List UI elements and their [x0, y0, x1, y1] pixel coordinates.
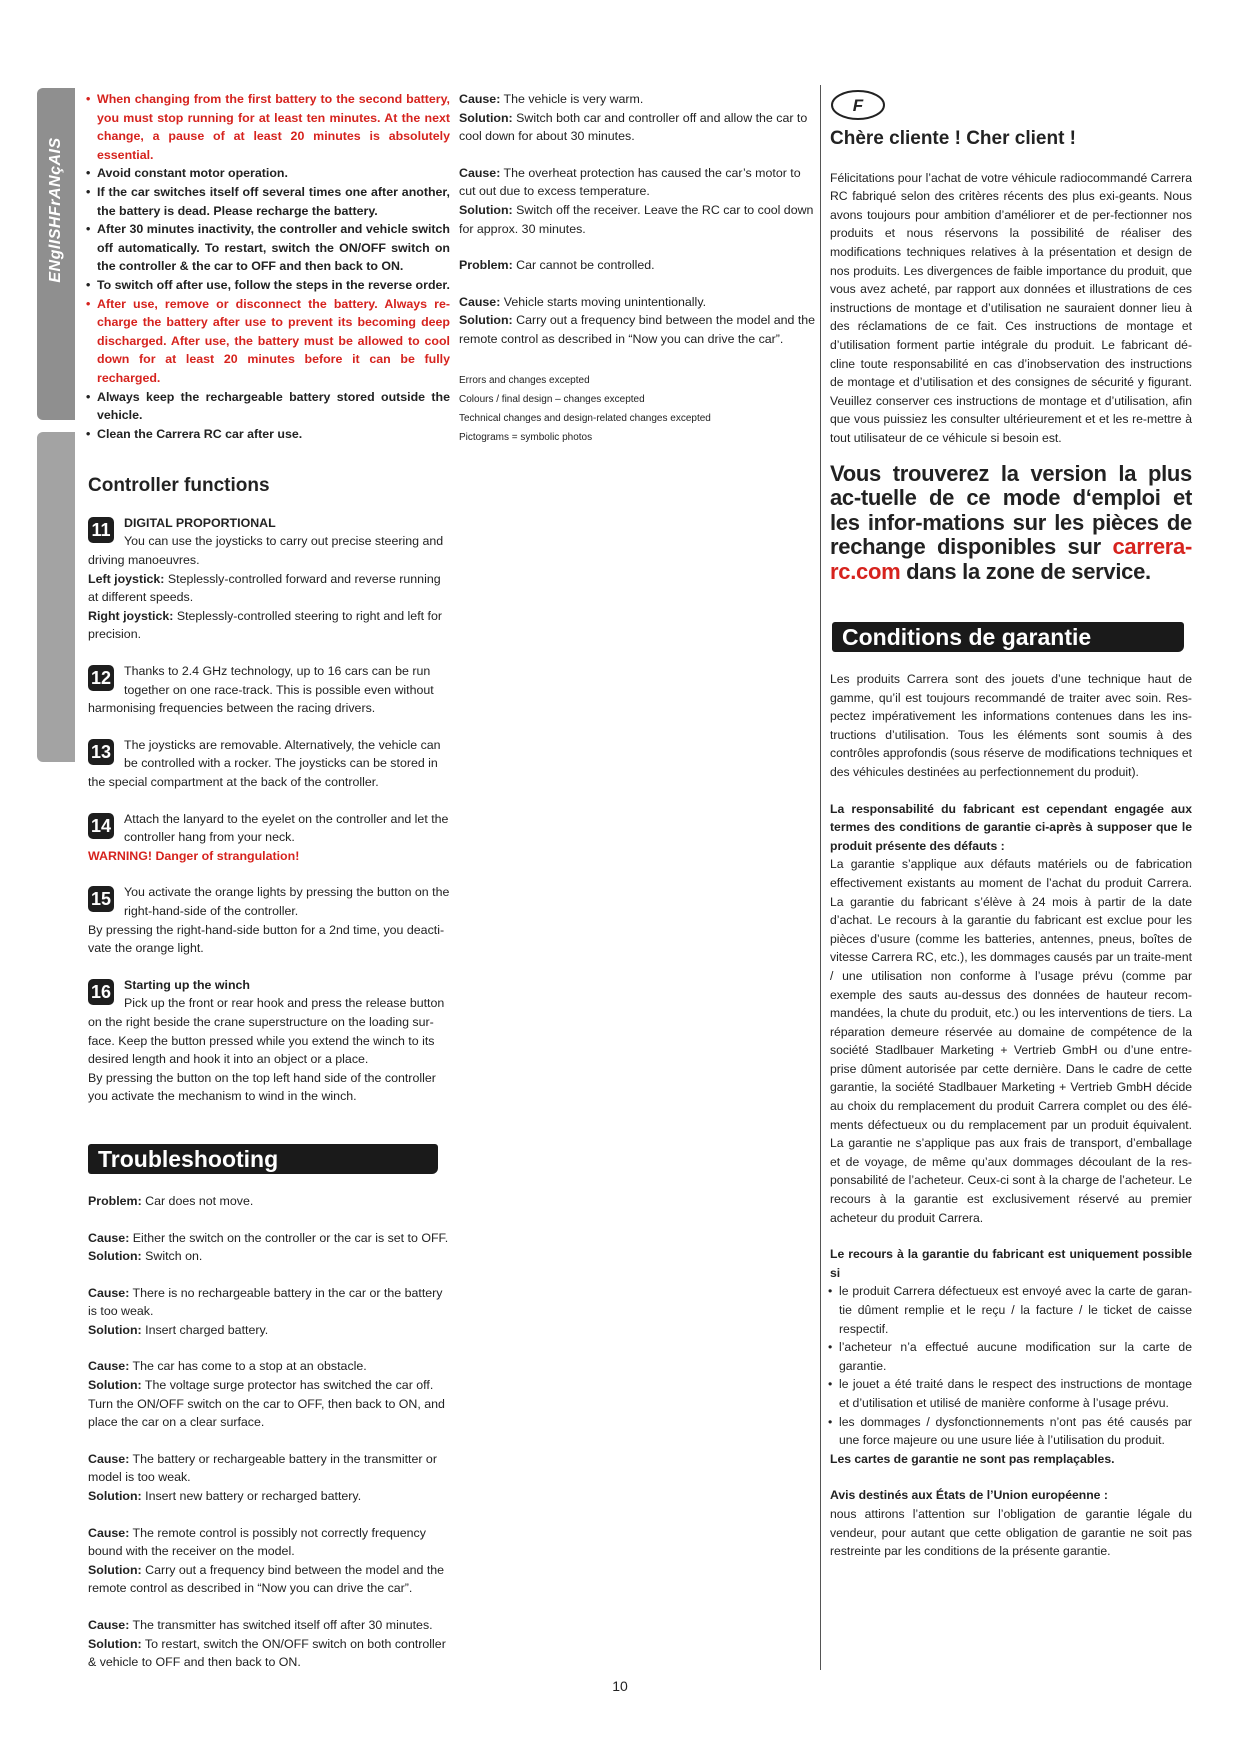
number-badge-11: 11	[88, 517, 114, 543]
item-16-text2: By pressing the button on the top left hand side of the controller you activate the mechanism to wind in the winch.	[88, 1070, 436, 1104]
left-joystick-text: Steplessly-controlled forward and reverse running at different speeds.	[88, 571, 441, 605]
greeting-title: Chère cliente ! Cher client !	[830, 128, 1077, 149]
warranty-title: Conditions de garantie	[832, 622, 1184, 652]
website-link[interactable]: carrera-rc.com	[830, 534, 1192, 584]
note-technical: Technical changes and design-related changes excepted	[459, 412, 711, 424]
item-14	[88, 810, 450, 866]
tip-auto-off: • After 30 minutes inactivity, the controller and vehicle switch off automatically. To restart, switch the ON/OFF switch on the controller & the car to OFF and then back to ON.	[88, 220, 450, 276]
page-number: 10	[612, 1678, 628, 1694]
sidebar-language-label: ENglISHFrANçAIS	[47, 137, 64, 283]
eu-notice-text: nous attirons l’attention sur l’obligation de garantie légale du vendeur, pour autant que cette obligation de garantie ne soit pas restreinte par les conditions de la présente garantie.	[830, 1506, 1192, 1559]
item-11-heading: DIGITAL PROPORTIONAL	[124, 515, 276, 530]
trouble-entry: Problem: Car cannot be controlled.	[459, 258, 655, 273]
intro-paragraph: Félicitations pour l’achat de votre véhicule radiocommandé Carrera RC fabriqué selon des critères récents des plus exi-geants. Nous avons toujours pour ambition d’améliorer et de per-fectionner nos produits et nous réservons la possibilité de réaliser des modifications techniques relatives à la présentation et design de nos produits. Les divergences de faible importance du produit, que vous avez acheté, par rapport aux données et illustrations de ces instructions de montage et d’utilisation ne sauraient donner lieu à des réclamations de ce fait. Ces instructions de montage et d’utilisation forment partie intégrale du produit. Le fabricant dé-cline toute responsabilité en cas d’inobservation des instructions de montage et d’utilisation et des consignes de sécurité y figurant. Veuillez conserver ces instructions de montage et d’utilisation, afin que vous puissiez les consulter ultérieurement et et les re-mettre à tout utilisateur de ce véhicule si besoin est.	[830, 170, 1192, 445]
sidebar-tab-french	[37, 432, 75, 762]
legal-notes	[459, 371, 819, 447]
trouble-entry: Cause: Vehicle starts moving unintentionally. Solution: Carry out a frequency bind between the model and the remote control as described in “Now you can drive the car”.	[459, 294, 816, 346]
note-errors: Errors and changes excepted	[459, 374, 590, 386]
trouble-entry: Cause: The vehicle is very warm. Solution: Switch both car and controller off and allow the car to cool down for about 30 minutes.	[459, 92, 808, 144]
warranty-conditions-heading: Le recours à la garantie du fabricant est uniquement possible si	[830, 1247, 1192, 1280]
language-badge-icon	[830, 88, 886, 122]
warranty-intro: Les produits Carrera sont des jouets d’une technique haut de gamme, qu’il est toujours recommandé de traiter avec soin. Res-pectez impérativement les informations contenues dans les ins-tructions d’utilisation. Tous les éléments sont soumis à des contrôles approfondis (sous réserve de modifications techniques et des véhicules destinées au perfectionnement du produit).	[830, 672, 1192, 779]
tip-clean: • Clean the Carrera RC car after use.	[88, 425, 450, 444]
svg-text:F: F	[852, 96, 864, 115]
item-16-text: Pick up the front or rear hook and press the release button on the right beside the crane superstructure on the loading sur-face. Keep the button pressed while you extend the winch to its desired length and hook it into an object or a place.	[88, 996, 445, 1067]
column-english-right	[459, 90, 819, 447]
trouble-entry: Cause: The transmitter has switched itself off after 30 minutes. Solution: To restart, switch the ON/OFF switch on both controller & vehicle to OFF and then back to ON.	[88, 1618, 446, 1670]
list-item: • le produit Carrera défectueux est envoyé avec la carte de garan-tie dûment remplie et le reçu / la facture / le ticket de caisse respectif.	[830, 1282, 1192, 1338]
list-item: • le jouet a été traité dans le respect des instructions de montage et d’utilisation et utilisé de manière conforme à l’usage prévu.	[830, 1375, 1192, 1412]
item-13-text: The joysticks are removable. Alternatively, the vehicle can be controlled with a rocker. The joysticks can be stored in the special compartment at the back of the controller.	[88, 737, 441, 789]
list-item: • l’acheteur n’a effectué aucune modification sur la carte de garantie.	[830, 1338, 1192, 1375]
warranty-details: La garantie s’applique aux défauts matériels ou de fabrication effectivement existants au moment de l’achat du produit Carrera. La garantie du fabricant s’élève à 24 mois à partir de la date d’achat. Le recours à la garantie du fabricant est exclue pour les pièces d’usure (comme les batteries, antennes, pneus, boîtes de vitesse Carrera RC, etc.), les dommages causés par un traite-ment / une utilisation non conforme à l’usage prévu (comme par exemple des sauts au-dessus des données de hauteur recom-mandées, la chute du produit, etc.) ou les interventions de tiers. La réparation demeure réservée au domaine de compétence de la société Stadlbauer Marketing + Vertrieb GmbH ou d’une entre-prise dûment autorisée par cette dernière. Dans le cadre de cette garantie, la société Stadlbauer Marketing + Vertrieb GmbH décide au choix du remplacement du produit Carrera complet ou des élé-ments défectueux ou du remplacement par un produit équivalent. La garantie ne s’applique pas aux frais de transport, d’emballage et de voyage, de même qu’aux dommages découlant de la res-ponsabilité de l’acheteur. Ceux-ci sont à la charge de l’acheteur. Le recours à la garantie est exclusivement réservé au premier acheteur du produit Carrera.	[830, 857, 1192, 1225]
troubleshooting-list	[88, 1192, 450, 1672]
right-joystick-text: Steplessly-controlled steering to right and left for precision.	[88, 608, 442, 642]
item-15-text: You activate the orange lights by pressing the button on the right-hand-side of the controller.	[124, 885, 450, 918]
note-pictograms: Pictograms = symbolic photos	[459, 431, 593, 443]
item-13	[88, 736, 450, 792]
tip-storage: • Always keep the rechargeable battery stored outside the vehicle.	[88, 388, 450, 425]
number-badge-14: 14	[88, 813, 114, 839]
online-version-notice: Vous trouverez la version la plus ac-tuelle de ce mode d‘emploi et les infor-mations sur les pièces de rechange disponibles sur carrera-rc.com dans la zone de service.	[830, 460, 1192, 584]
item-12	[88, 662, 450, 718]
item-15-text2: By pressing the right-hand-side button for a 2nd time, you deacti-vate the orange light.	[88, 922, 445, 956]
note-colours: Colours / final design – changes excepted	[459, 393, 645, 405]
column-divider	[820, 85, 821, 1670]
item-16-heading: Starting up the winch	[124, 977, 250, 992]
trouble-entry: Cause: The overheat protection has caused the car’s motor to cut out due to excess temperature. Solution: Switch off the receiver. Leave the RC car to cool down for approx. 30 minutes.	[459, 165, 814, 236]
tip-switch-off: • To switch off after use, follow the steps in the reverse order.	[88, 276, 450, 295]
troubleshooting-title: Troubleshooting	[88, 1144, 438, 1174]
trouble-entry: Cause: The battery or rechargeable battery in the transmitter or model is too weak. Solution: Insert new battery or recharged battery.	[88, 1451, 437, 1504]
strangulation-warning: WARNING! Danger of strangulation!	[88, 848, 300, 863]
trouble-entry: Cause: There is no rechargeable battery in the car or the battery is too weak. Solution: Insert charged battery.	[88, 1285, 443, 1337]
eu-notice-heading: Avis destinés aux États de l’Union européenne :	[830, 1488, 1108, 1503]
number-badge-15: 15	[88, 886, 114, 912]
tip-motor: • Avoid constant motor operation.	[88, 164, 450, 183]
trouble-entry: Cause: The remote control is possibly not correctly frequency bound with the receiver on the model. Solution: Carry out a frequency bind between the model and the remote control as described in “Now you can drive the car”.	[88, 1525, 445, 1596]
controller-functions-title: Controller functions	[88, 475, 270, 497]
column-english-left	[88, 90, 450, 1690]
left-joystick-label: Left joystick:	[88, 571, 165, 586]
battery-tips-list	[88, 90, 450, 443]
tip-battery-dead: • If the car switches itself off several times one after another, the battery is dead. Please recharge the battery.	[88, 183, 450, 220]
column-french	[830, 88, 1192, 1561]
number-badge-16: 16	[88, 979, 114, 1005]
warranty-liability-heading: La responsabilité du fabricant est cependant engagée aux termes des conditions de garantie ci-après à supposer que le produit présente des défauts :	[830, 801, 1192, 853]
item-12-text: Thanks to 2.4 GHz technology, up to 16 cars can be run together on one race-track. This is possible even without harmonising frequencies between the racing drivers.	[88, 664, 434, 716]
trouble-entry: Problem: Car does not move.	[88, 1193, 254, 1208]
warranty-conditions-list	[830, 1282, 1192, 1449]
item-16	[88, 976, 450, 1106]
trouble-entry: Cause: The car has come to a stop at an obstacle. Solution: The voltage surge protector has switched the car off. Turn the ON/OFF switch on the car to OFF, then back to ON, and place the car on a clear surface.	[88, 1359, 445, 1430]
number-badge-12: 12	[88, 665, 114, 691]
tip-after-use: • After use, remove or disconnect the battery. Always re-charge the battery after use to prevent its becoming deep discharged. After use, the battery must be allowed to cool down for at least 20 minutes before it can be fully recharged.	[88, 295, 450, 388]
number-badge-13: 13	[88, 739, 114, 765]
trouble-entry: Cause: Either the switch on the controller or the car is set to OFF. Solution: Switch on.	[88, 1230, 449, 1264]
warranty-cards-note: Les cartes de garantie ne sont pas remplaçables.	[830, 1451, 1115, 1466]
item-11-text: You can use the joysticks to carry out precise steering and driving manoeuvres.	[88, 534, 444, 568]
list-item: • les dommages / dysfonctionnements n’ont pas été causés par une force majeure ou une usure liée à l’utilisation du produit.	[830, 1413, 1192, 1450]
item-11	[88, 514, 450, 644]
item-15	[88, 883, 450, 957]
right-joystick-label: Right joystick:	[88, 608, 174, 623]
tip-battery-change: • When changing from the first battery to the second battery, you must stop running for at least ten minutes. At the next change, a pause of at least 20 minutes is absolutely essential.	[88, 90, 450, 164]
item-14-text: Attach the lanyard to the eyelet on the controller and let the controller hang from your neck.	[124, 811, 449, 845]
